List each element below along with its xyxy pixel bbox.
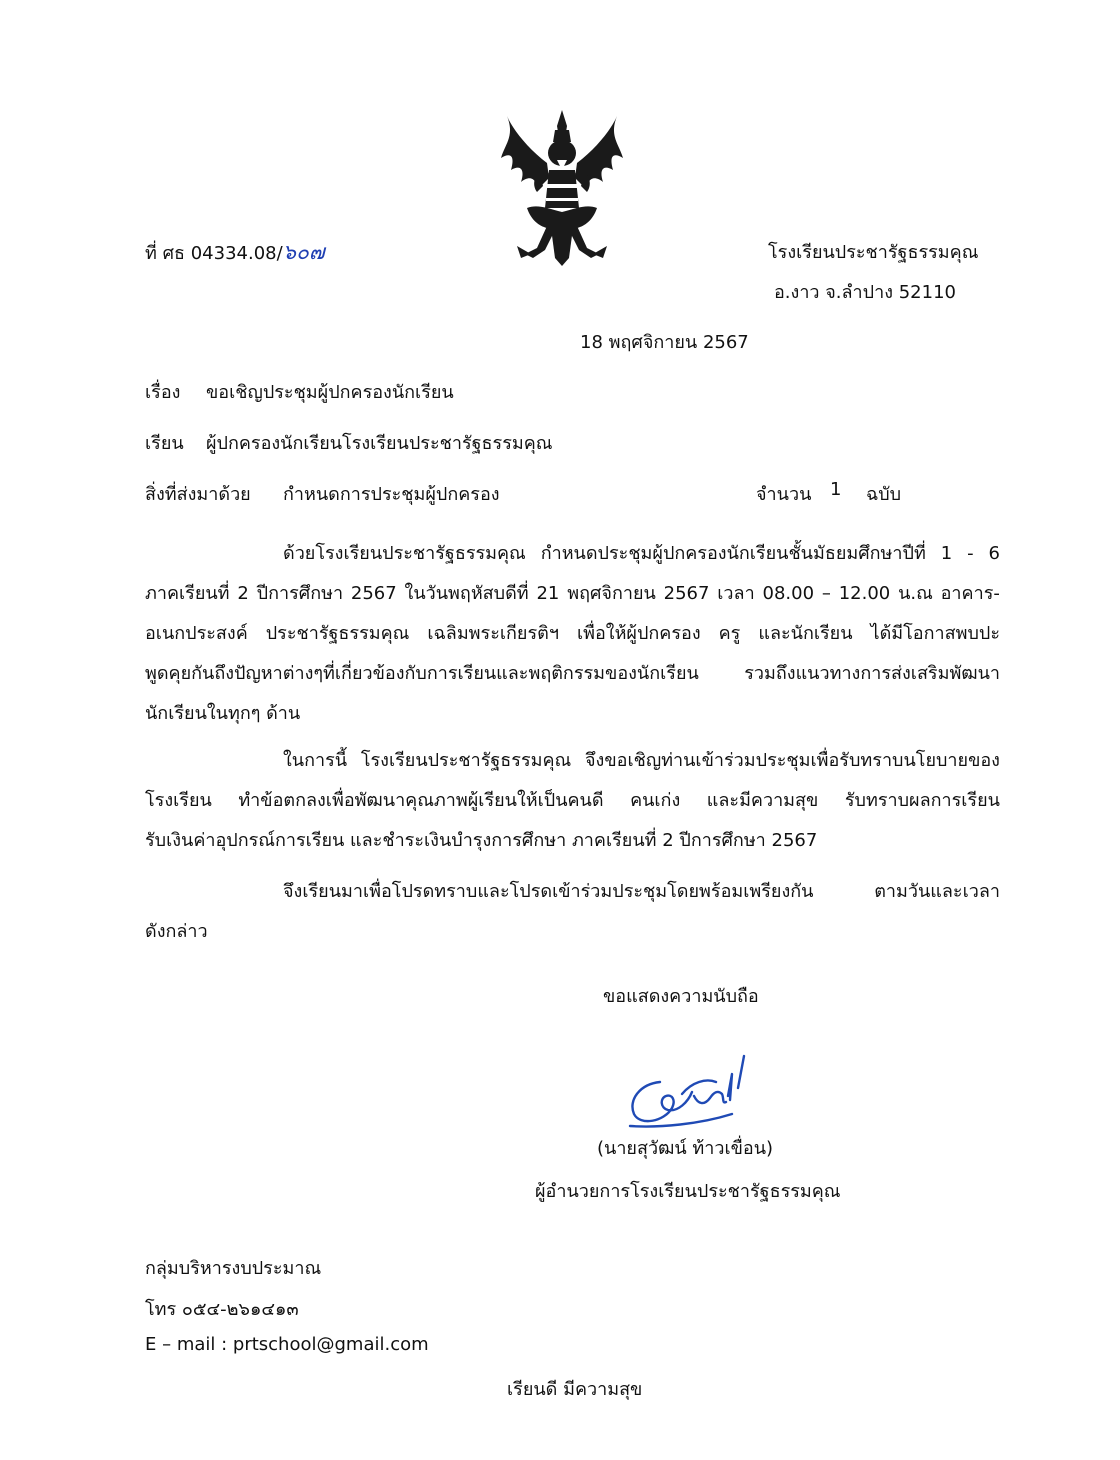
paragraph-line: ด้วยโรงเรียนประชารัฐธรรมคุณ กำหนดประชุมผู้ปกครองนักเรียนชั้นมัธยมศึกษาปีที่ 1 - 6 bbox=[283, 543, 1000, 564]
footer-department: กลุ่มบริหารงบประมาณ bbox=[145, 1258, 322, 1279]
recipient-label: เรียน bbox=[145, 433, 184, 454]
closing-salutation: ขอแสดงความนับถือ bbox=[603, 986, 759, 1007]
body-paragraph-2 bbox=[145, 741, 1000, 861]
paragraph-line: อเนกประสงค์ ประชารัฐธรรมคุณ เฉลิมพระเกียรติฯ เพื่อให้ผู้ปกครอง ครู และนักเรียน ได้มีโอกาสพบปะ bbox=[145, 623, 1000, 644]
footer-motto: เรียนดี มีความสุข bbox=[507, 1379, 643, 1400]
reference-handwritten-number: ๖๐๗ bbox=[282, 240, 325, 264]
subject-label: เรื่อง bbox=[145, 382, 181, 403]
school-name: โรงเรียนประชารัฐธรรมคุณ bbox=[768, 242, 979, 263]
paragraph-line: ดังกล่าว bbox=[145, 921, 208, 942]
signer-position: ผู้อำนวยการโรงเรียนประชารัฐธรรมคุณ bbox=[535, 1181, 841, 1202]
paragraph-line: จึงเรียนมาเพื่อโปรดทราบและโปรดเข้าร่วมประชุมโดยพร้อมเพรียงกัน ตามวันและเวลา bbox=[283, 881, 1000, 902]
school-address: อ.งาว จ.ลำปาง 52110 bbox=[774, 282, 956, 303]
paragraph-line: ภาคเรียนที่ 2 ปีการศึกษา 2567 ในวันพฤหัสบดีที่ 21 พฤศจิกายน 2567 เวลา 08.00 – 12.00 น.ณ อาคาร- bbox=[145, 583, 1000, 604]
footer-email: E – mail : prtschool@gmail.com bbox=[145, 1334, 429, 1355]
signer-name: (นายสุวัฒน์ ท้าวเขื่อน) bbox=[597, 1138, 774, 1159]
enclosure-count-label: จำนวน bbox=[756, 484, 812, 505]
body-paragraph-3 bbox=[145, 872, 1000, 952]
paragraph-line: ในการนี้ โรงเรียนประชารัฐธรรมคุณ จึงขอเชิญท่านเข้าร่วมประชุมเพื่อรับทราบนโยบายของ bbox=[283, 750, 1000, 771]
reference-number bbox=[145, 236, 325, 269]
enclosure-text: กำหนดการประชุมผู้ปกครอง bbox=[283, 484, 500, 505]
enclosure-count: 1 bbox=[830, 479, 842, 500]
paragraph-line: รับเงินค่าอุปกรณ์การเรียน และชำระเงินบำรุงการศึกษา ภาคเรียนที่ 2 ปีการศึกษา 2567 bbox=[145, 830, 818, 851]
subject-text: ขอเชิญประชุมผู้ปกครองนักเรียน bbox=[206, 382, 454, 403]
paragraph-line: พูดคุยกันถึงปัญหาต่างๆที่เกี่ยวข้องกับการเรียนและพฤติกรรมของนักเรียน รวมถึงแนวทางการส่งเสริมพัฒนา bbox=[145, 663, 1000, 684]
paragraph-line: นักเรียนในทุกๆ ด้าน bbox=[145, 703, 301, 724]
enclosure-unit: ฉบับ bbox=[866, 484, 902, 505]
enclosure-label: สิ่งที่ส่งมาด้วย bbox=[145, 484, 251, 505]
garuda-emblem-icon bbox=[497, 108, 627, 273]
recipient-text: ผู้ปกครองนักเรียนโรงเรียนประชารัฐธรรมคุณ bbox=[206, 433, 553, 454]
footer-phone: โทร ๐๕๔-๒๖๑๔๑๓ bbox=[145, 1299, 299, 1320]
signature-icon bbox=[620, 1052, 760, 1132]
paragraph-line: โรงเรียน ทำข้อตกลงเพื่อพัฒนาคุณภาพผู้เรียนให้เป็นคนดี คนเก่ง และมีความสุข รับทราบผลการเรียน bbox=[145, 790, 1000, 811]
body-paragraph-1 bbox=[145, 534, 1000, 734]
reference-prefix: ที่ ศธ 04334.08/ bbox=[145, 243, 283, 264]
letter-date: 18 พฤศจิกายน 2567 bbox=[580, 332, 749, 353]
